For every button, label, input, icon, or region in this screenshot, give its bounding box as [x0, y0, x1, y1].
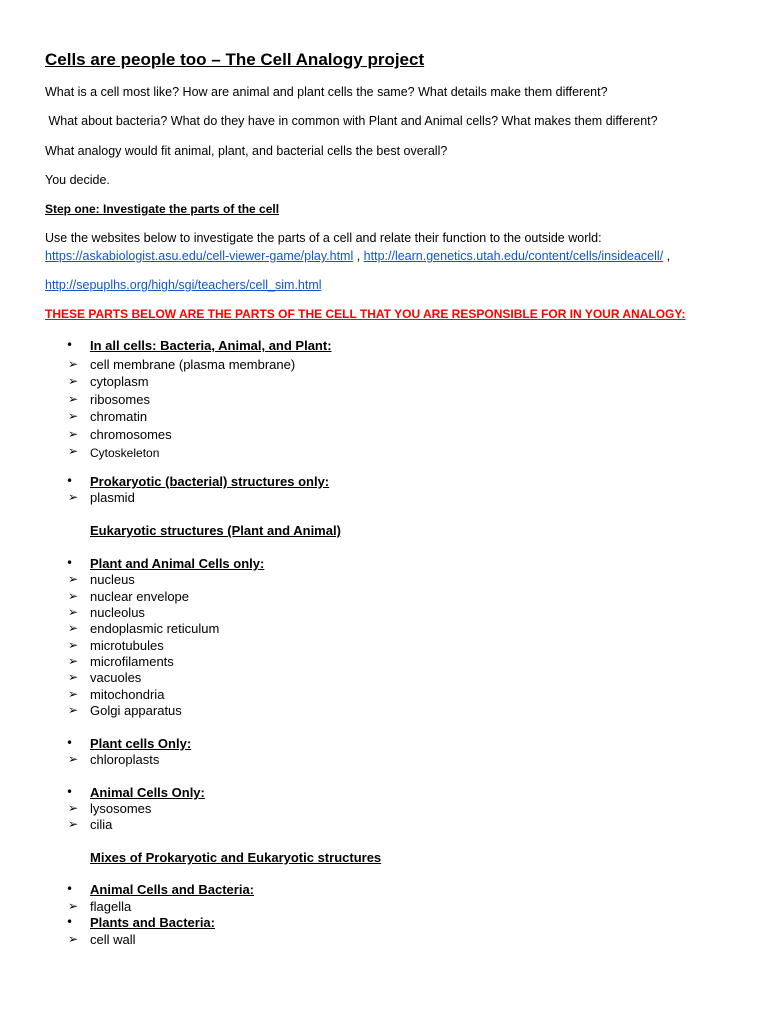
list-item: cilia — [90, 817, 113, 832]
arrow-bullet-icon: ➢ — [68, 654, 79, 668]
list-item: vacuoles — [90, 670, 142, 685]
eukaryotic-heading: Eukaryotic structures (Plant and Animal) — [90, 523, 341, 538]
arrow-bullet-icon: ➢ — [68, 687, 79, 701]
list-item: cell membrane (plasma membrane) — [90, 357, 296, 372]
step-one-instruction: Use the websites below to investigate the parts of a cell and relate their function to the outside world: — [45, 231, 602, 245]
intro-question-4: You decide. — [45, 173, 110, 187]
list-item: mitochondria — [90, 687, 165, 702]
arrow-bullet-icon: ➢ — [68, 703, 79, 717]
list-item: microtubules — [90, 638, 164, 653]
list-item: microfilaments — [90, 654, 174, 669]
link-sepuplhs[interactable]: http://sepuplhs.org/high/sgi/teachers/cell_sim.html — [45, 278, 322, 292]
list-item: Cytoskeleton — [90, 446, 160, 460]
arrow-bullet-icon: ➢ — [68, 357, 79, 371]
bullet-dot-icon: • — [66, 882, 74, 896]
link-askabiologist[interactable]: https://askabiologist.asu.edu/cell-viewer-game/play.html — [45, 249, 354, 263]
bullet-dot-icon: • — [66, 474, 74, 488]
list-item: plasmid — [90, 490, 135, 505]
bullet-dot-icon: • — [66, 785, 74, 799]
arrow-bullet-icon: ➢ — [68, 621, 79, 635]
arrow-bullet-icon: ➢ — [68, 374, 79, 388]
list-item: endoplasmic reticulum — [90, 621, 220, 636]
page-title: Cells are people too – The Cell Analogy project — [45, 50, 425, 69]
notice-text: THESE PARTS BELOW ARE THE PARTS OF THE CELL THAT YOU ARE RESPONSIBLE FOR IN YOUR ANALOGY: — [45, 307, 686, 321]
arrow-bullet-icon: ➢ — [68, 427, 79, 441]
section-heading-prokaryotic: Prokaryotic (bacterial) structures only: — [90, 474, 330, 489]
section-heading-animal-only: Animal Cells Only: — [90, 785, 205, 800]
arrow-bullet-icon: ➢ — [68, 409, 79, 423]
section-heading-plant-animal: Plant and Animal Cells only: — [90, 556, 265, 571]
list-item: ribosomes — [90, 392, 150, 407]
arrow-bullet-icon: ➢ — [68, 817, 79, 831]
arrow-bullet-icon: ➢ — [68, 589, 79, 603]
intro-question-1: What is a cell most like? How are animal and plant cells the same? What details make them different? — [45, 85, 608, 99]
list-item: chromatin — [90, 409, 148, 424]
list-item: nuclear envelope — [90, 589, 190, 604]
mixes-heading: Mixes of Prokaryotic and Eukaryotic structures — [90, 850, 382, 865]
step-one-heading: Step one: Investigate the parts of the cell — [45, 202, 280, 216]
bullet-dot-icon: • — [66, 915, 74, 929]
arrow-bullet-icon: ➢ — [68, 490, 79, 504]
section-heading-plant-only: Plant cells Only: — [90, 736, 192, 751]
link-line-2 — [45, 277, 322, 293]
list-item: cytoplasm — [90, 374, 149, 389]
link-line — [45, 248, 670, 264]
list-item: nucleolus — [90, 605, 145, 620]
arrow-bullet-icon: ➢ — [68, 444, 79, 458]
arrow-bullet-icon: ➢ — [68, 670, 79, 684]
arrow-bullet-icon: ➢ — [68, 638, 79, 652]
arrow-bullet-icon: ➢ — [68, 932, 79, 946]
intro-question-2: What about bacteria? What do they have in common with Plant and Animal cells? What makes them different? — [45, 114, 658, 128]
section-heading-all-cells: In all cells: Bacteria, Animal, and Plant: — [90, 338, 332, 353]
list-item: Golgi apparatus — [90, 703, 182, 718]
section-heading-animal-bacteria: Animal Cells and Bacteria: — [90, 882, 254, 897]
bullet-dot-icon: • — [66, 338, 74, 352]
bullet-dot-icon: • — [66, 736, 74, 750]
section-heading-plant-bacteria: Plants and Bacteria: — [90, 915, 215, 930]
arrow-bullet-icon: ➢ — [68, 801, 79, 815]
intro-question-3: What analogy would fit animal, plant, and bacterial cells the best overall? — [45, 144, 448, 158]
arrow-bullet-icon: ➢ — [68, 392, 79, 406]
list-item: nucleus — [90, 572, 135, 587]
list-item: chloroplasts — [90, 752, 160, 767]
link-separator: , — [663, 249, 671, 263]
arrow-bullet-icon: ➢ — [68, 572, 79, 586]
list-item: lysosomes — [90, 801, 152, 816]
arrow-bullet-icon: ➢ — [68, 605, 79, 619]
link-separator: , — [353, 249, 364, 263]
list-item: cell wall — [90, 932, 136, 947]
bullet-dot-icon: • — [66, 556, 74, 570]
list-item: chromosomes — [90, 427, 172, 442]
list-item: flagella — [90, 899, 132, 914]
arrow-bullet-icon: ➢ — [68, 899, 79, 913]
arrow-bullet-icon: ➢ — [68, 752, 79, 766]
link-learn-genetics[interactable]: http://learn.genetics.utah.edu/content/cells/insideacell/ — [363, 249, 664, 263]
